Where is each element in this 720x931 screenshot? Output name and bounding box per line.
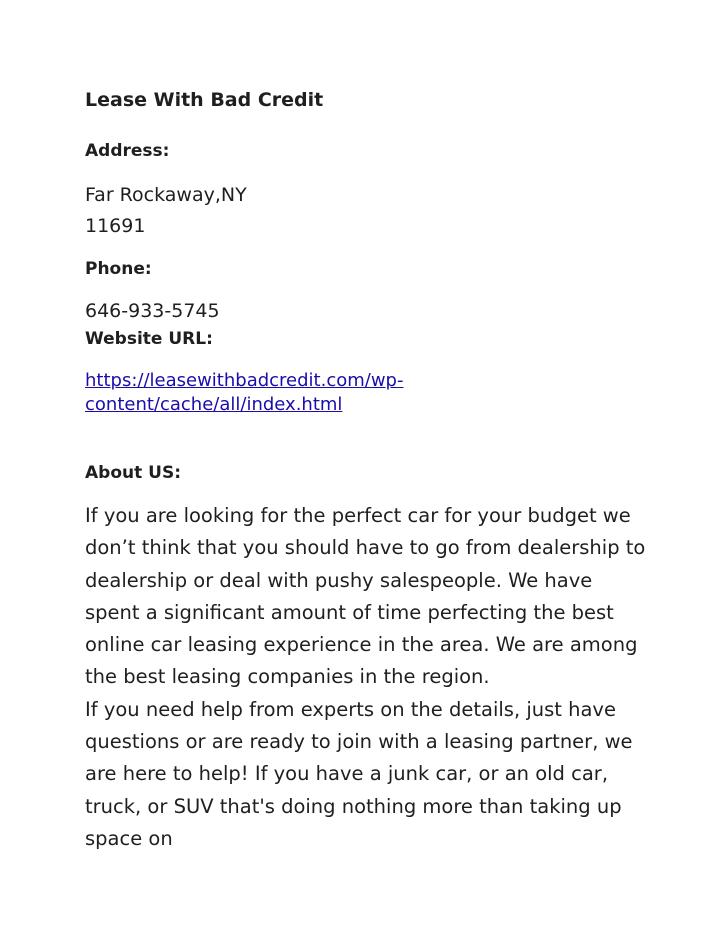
about-label: About US: [85,463,181,483]
address-label: Address: [85,141,170,161]
about-paragraph-1: If you are looking for the perfect car for your budget we don’t think that you should have to go from dealership to dealership or deal with pushy salespeople. We have spent a significant amount of time perfecting the best online car leasing experience in the area. We are among the best leasing companies in the region. [85,504,646,689]
about-paragraph-2: If you need help from experts on the details, just have questions or are ready to join with a leasing partner, we are here to help! If you have a junk car, or an old car, truck, or SUV that's doing nothing more than taking up space on [85,697,633,850]
website-label: Website URL: [85,329,213,349]
phone-label: Phone: [85,259,152,279]
address-line-2: 11691 [85,215,146,237]
phone-value: 646-933-5745 [85,300,220,322]
website-link-line-1: https://leasewithbadcredit.com/wp- [85,370,404,391]
address-line-1: Far Rockaway,NY [85,184,247,206]
page-title: Lease With Bad Credit [85,89,324,111]
website-link-line-2: content/cache/all/index.html [85,394,343,415]
about-text [85,500,650,855]
website-link[interactable] [85,369,445,417]
